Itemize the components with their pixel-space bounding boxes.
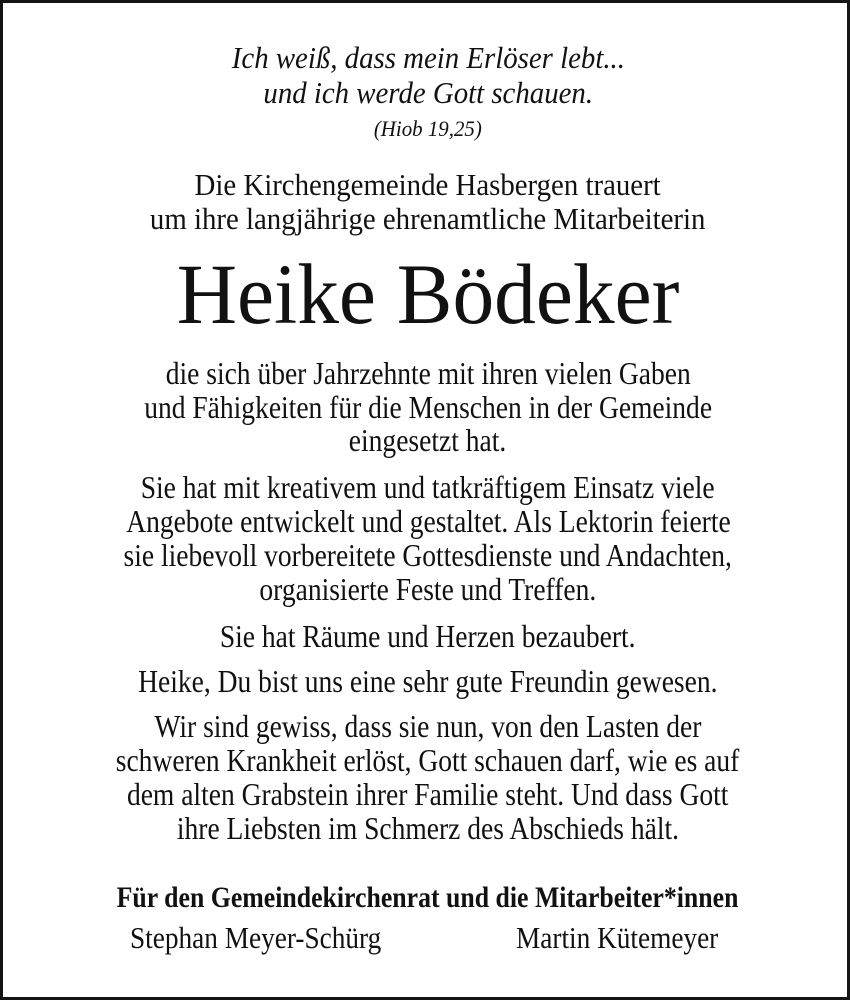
intro-text: Die Kirchengemeinde Hasbergen trauert (194, 167, 662, 202)
paragraph-line (3, 811, 850, 845)
verse-text: Ich weiß, dass mein Erlöser lebt... (231, 40, 625, 75)
paragraph-line (3, 538, 850, 572)
paragraph-text: dem alten Grabstein ihrer Familie steht. Und dass Gott (127, 776, 729, 812)
paragraph-line (3, 777, 850, 811)
deceased-name (3, 246, 850, 342)
paragraph-text: die sich über Jahrzehnte mit ihren vielen Gaben (165, 355, 691, 391)
signer-name-text: Stephan Meyer-Schürg (130, 920, 382, 955)
paragraph-text: sie liebevoll vorbereitete Gottesdienste und Andachten, (123, 537, 733, 573)
paragraph-text: Sie hat mit kreativem und tatkräftigem Einsatz viele (141, 469, 715, 505)
paragraph-text: und Fähigkeiten für die Menschen in der Gemeinde (144, 389, 712, 425)
intro-line (3, 202, 850, 236)
paragraph-text: eingesetzt hat. (349, 422, 507, 458)
paragraph-text: ihre Liebsten im Schmerz des Abschieds hält. (176, 810, 680, 846)
intro-text: um ihre langjährige ehrenamtliche Mitarbeiterin (150, 201, 706, 236)
paragraph-line (3, 619, 850, 653)
paragraph-line (3, 423, 850, 457)
signature-heading-text: Für den Gemeindekirchenrat und die Mitarbeiter*innen (117, 881, 739, 914)
signature-heading (3, 881, 850, 915)
paragraph-line (3, 709, 850, 743)
verse-line (3, 76, 850, 110)
paragraph-line (3, 504, 850, 538)
paragraph-text: Angebote entwickelt und gestaltet. Als Lektorin feierte (125, 503, 731, 539)
paragraph-line (3, 356, 850, 390)
signer-name (516, 921, 746, 955)
paragraph-text: Wir sind gewiss, dass sie nun, von den Lasten der (154, 708, 702, 744)
paragraph-line (3, 572, 850, 606)
verse-reference (3, 116, 850, 142)
verse-line (3, 41, 850, 75)
paragraph-text: schweren Krankheit erlöst, Gott schauen darf, wie es auf (116, 742, 740, 778)
paragraph-line (3, 743, 850, 777)
signer-name (130, 921, 416, 955)
signer-name-text: Martin Kütemeyer (516, 920, 719, 955)
paragraph-text: Sie hat Räume und Herzen bezaubert. (220, 618, 636, 654)
verse-reference-text: (Hiob 19,25) (374, 116, 482, 141)
verse-text: und ich werde Gott schauen. (263, 75, 593, 110)
paragraph-text: Heike, Du bist uns eine sehr gute Freundin gewesen. (138, 663, 718, 699)
paragraph-line (3, 470, 850, 504)
paragraph-text: organisierte Feste und Treffen. (259, 571, 597, 607)
paragraph-line (3, 390, 850, 424)
deceased-name-text: Heike Bödeker (176, 246, 680, 342)
intro-line (3, 168, 850, 202)
paragraph-line (3, 664, 850, 698)
